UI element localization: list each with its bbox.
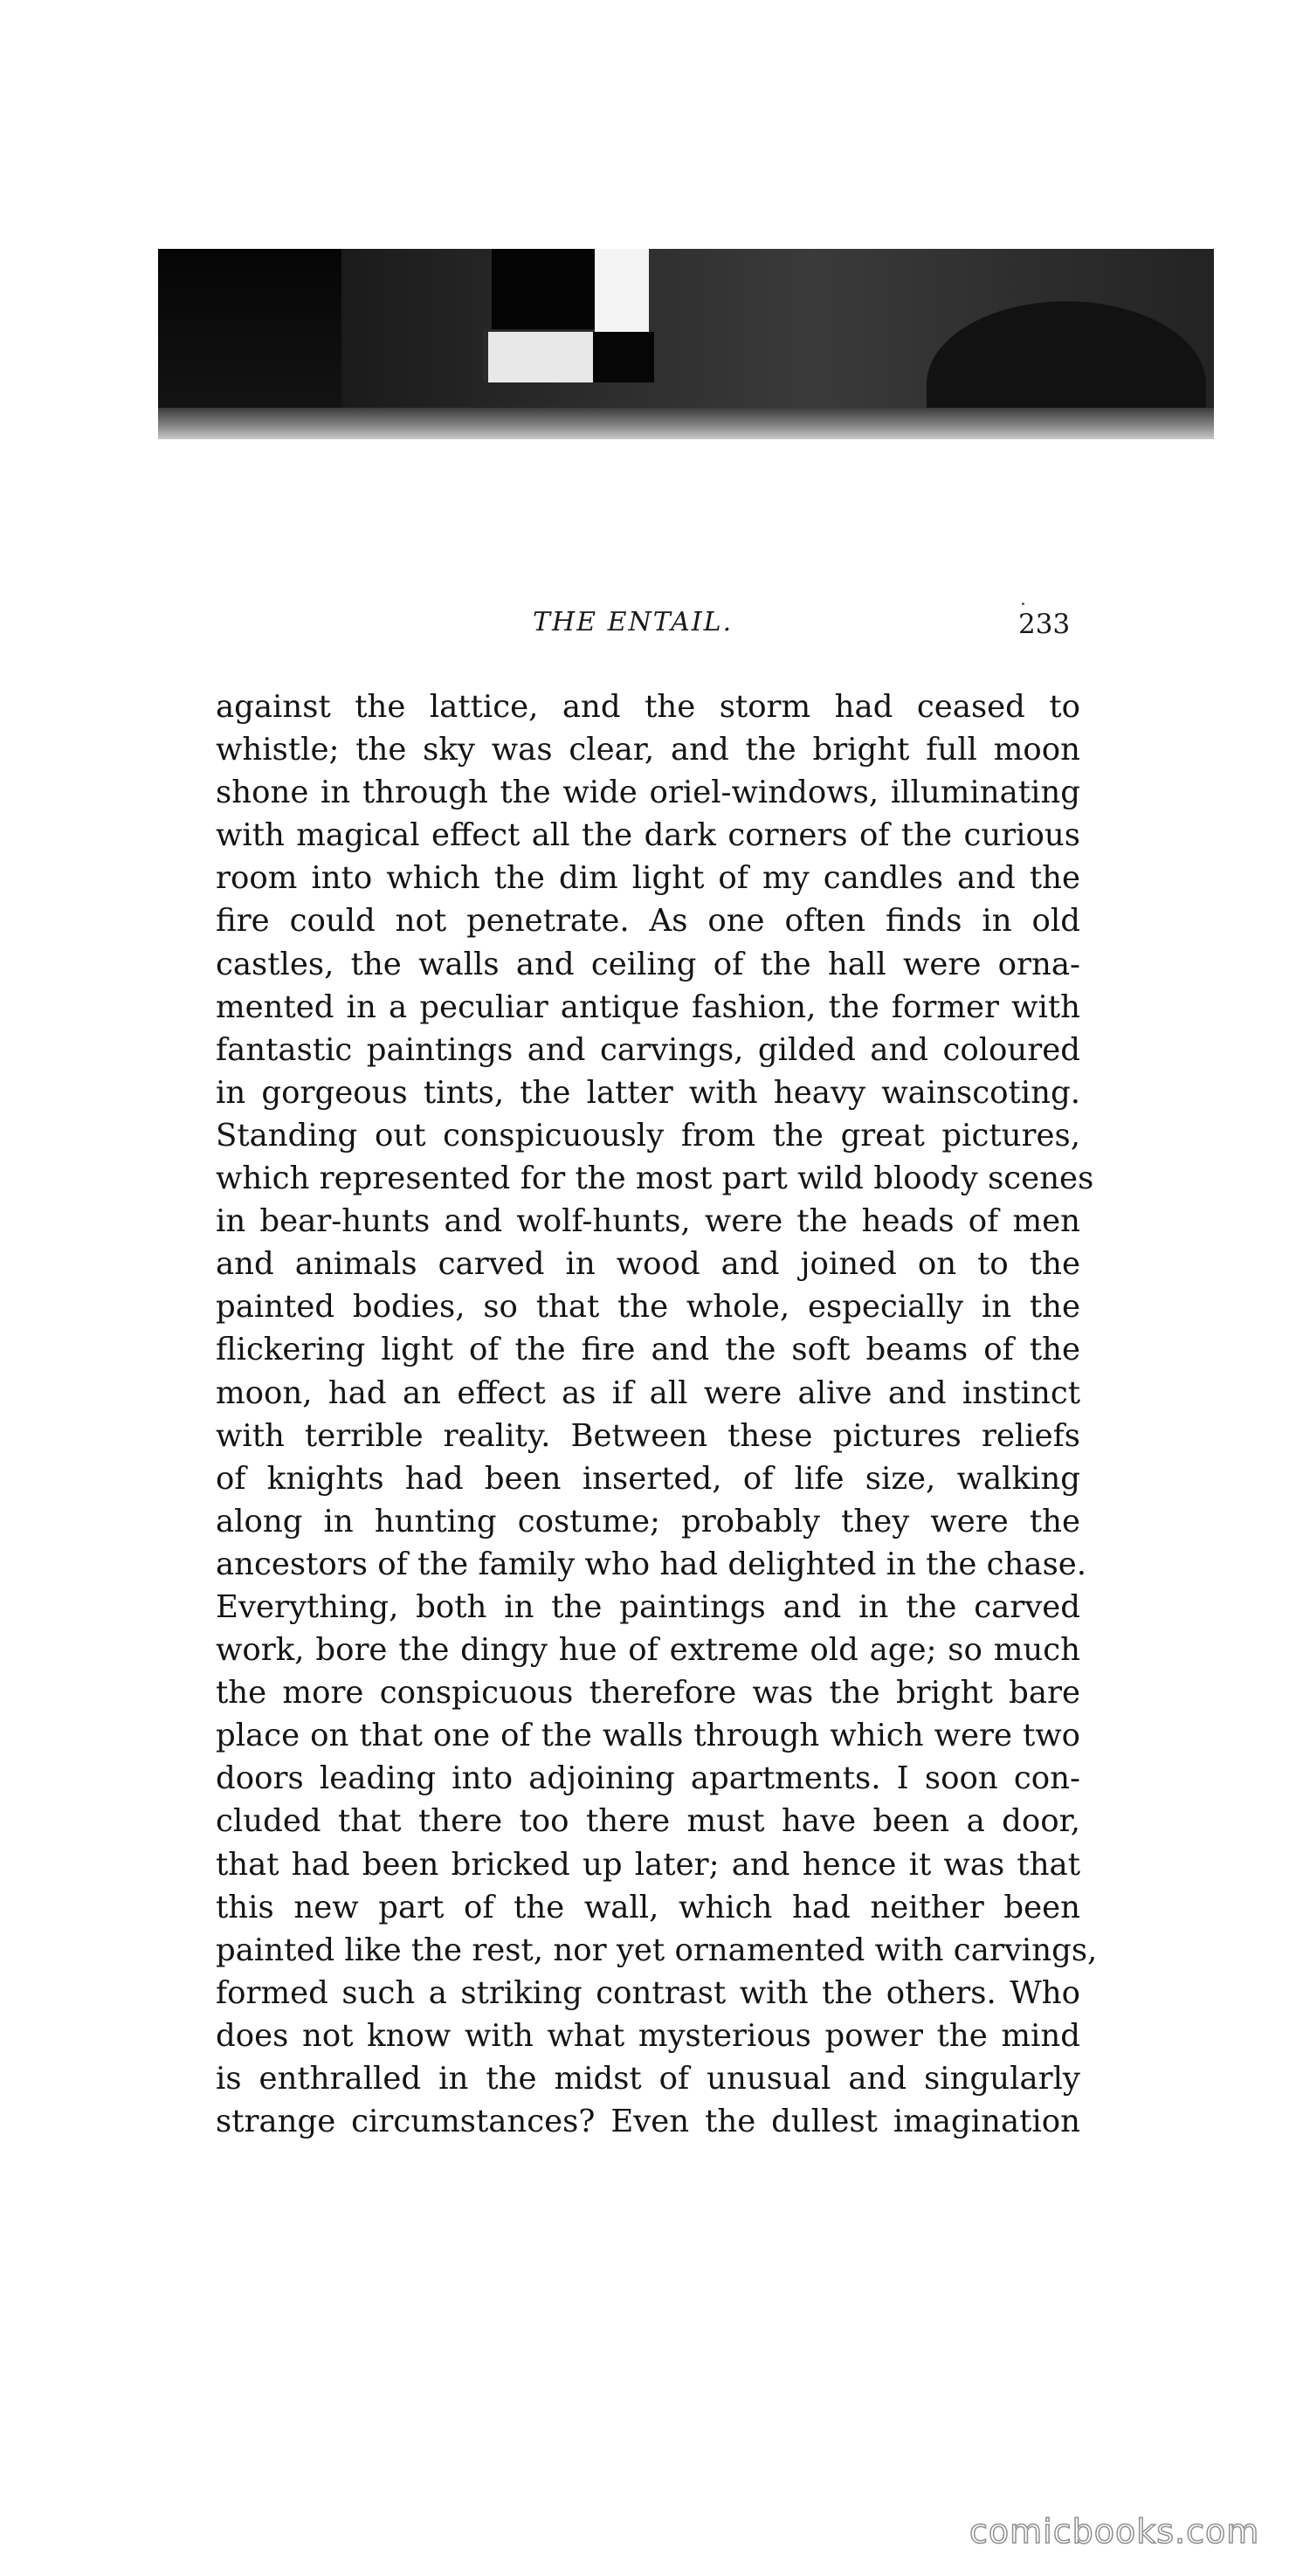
text-line: flickering light of the fire and the soft beams of the: [216, 1332, 1080, 1368]
text-line: does not know with what mysterious power the mind: [216, 2017, 1080, 2054]
text-line: painted bodies, so that the whole, especially in the: [216, 1289, 1080, 1326]
text-line: that had been bricked up later; and hence it was that: [216, 1846, 1080, 1883]
strip-floor: [158, 408, 1214, 439]
text-line: whistle; the sky was clear, and the bright full moon: [216, 732, 1080, 768]
text-line: mented in a peculiar antique fashion, the former with: [216, 988, 1080, 1025]
text-line: strange circumstances? Even the dullest imagination: [216, 2104, 1080, 2140]
running-title: THE ENTAIL.: [533, 607, 734, 637]
text-line: painted like the rest, nor yet ornamented with carvings,: [216, 1932, 1098, 1968]
strip-black-panel: [593, 332, 654, 382]
text-line: formed such a striking contrast with the others. Who: [216, 1974, 1080, 2011]
watermark: comicbooks.com: [969, 2512, 1260, 2551]
text-line: with magical effect all the dark corners of the curious: [216, 817, 1080, 854]
text-line: doors leading into adjoining apartments. I soon con-: [216, 1760, 1080, 1797]
strip-window-sill: [488, 332, 593, 382]
text-line: the more conspicuous therefore was the bright bare: [216, 1675, 1080, 1712]
text-line: shone in through the wide oriel-windows, illuminating: [216, 775, 1080, 811]
text-line: Everything, both in the paintings and in the carved: [216, 1588, 1080, 1625]
text-line: fire could not penetrate. As one often finds in old: [216, 903, 1080, 940]
top-photo-strip: [158, 249, 1214, 439]
text-line: against the lattice, and the storm had ceased to: [216, 689, 1080, 725]
text-line: fantastic paintings and carvings, gilded and coloured: [216, 1031, 1080, 1068]
text-line: along in hunting costume; probably they were the: [216, 1503, 1080, 1539]
text-line: in gorgeous tints, the latter with heavy wainscoting.: [216, 1074, 1080, 1111]
text-line: work, bore the dingy hue of extreme old age; so much: [216, 1632, 1080, 1669]
strip-light-window: [595, 249, 649, 332]
page-number: 233: [1018, 609, 1071, 640]
scan-speck: [1022, 603, 1024, 605]
body-text: [216, 685, 1098, 2143]
text-line: moon, had an effect as if all were alive and instinct: [216, 1374, 1080, 1411]
text-line: cluded that there too there must have been a door,: [216, 1803, 1080, 1840]
strip-dark-window: [492, 249, 595, 329]
text-line: room into which the dim light of my candles and the: [216, 860, 1080, 897]
text-line: this new part of the wall, which had neither been: [216, 1889, 1080, 1925]
text-line: place on that one of the walls through which were two: [216, 1718, 1080, 1754]
text-line: which represented for the most part wild bloody scenes: [216, 1161, 1094, 1197]
text-line: of knights had been inserted, of life size, walking: [216, 1460, 1080, 1497]
text-line: is enthralled in the midst of unusual and singularly: [216, 2061, 1080, 2097]
text-line: ancestors of the family who had delighted in the chase.: [216, 1546, 1087, 1582]
text-line: and animals carved in wood and joined on to the: [216, 1246, 1080, 1283]
text-line: in bear-hunts and wolf-hunts, were the heads of men: [216, 1203, 1080, 1240]
text-line: Standing out conspicuously from the great pictures,: [216, 1117, 1080, 1154]
text-line: castles, the walls and ceiling of the hall were orna-: [216, 946, 1080, 982]
text-line: with terrible reality. Between these pictures reliefs: [216, 1417, 1080, 1454]
